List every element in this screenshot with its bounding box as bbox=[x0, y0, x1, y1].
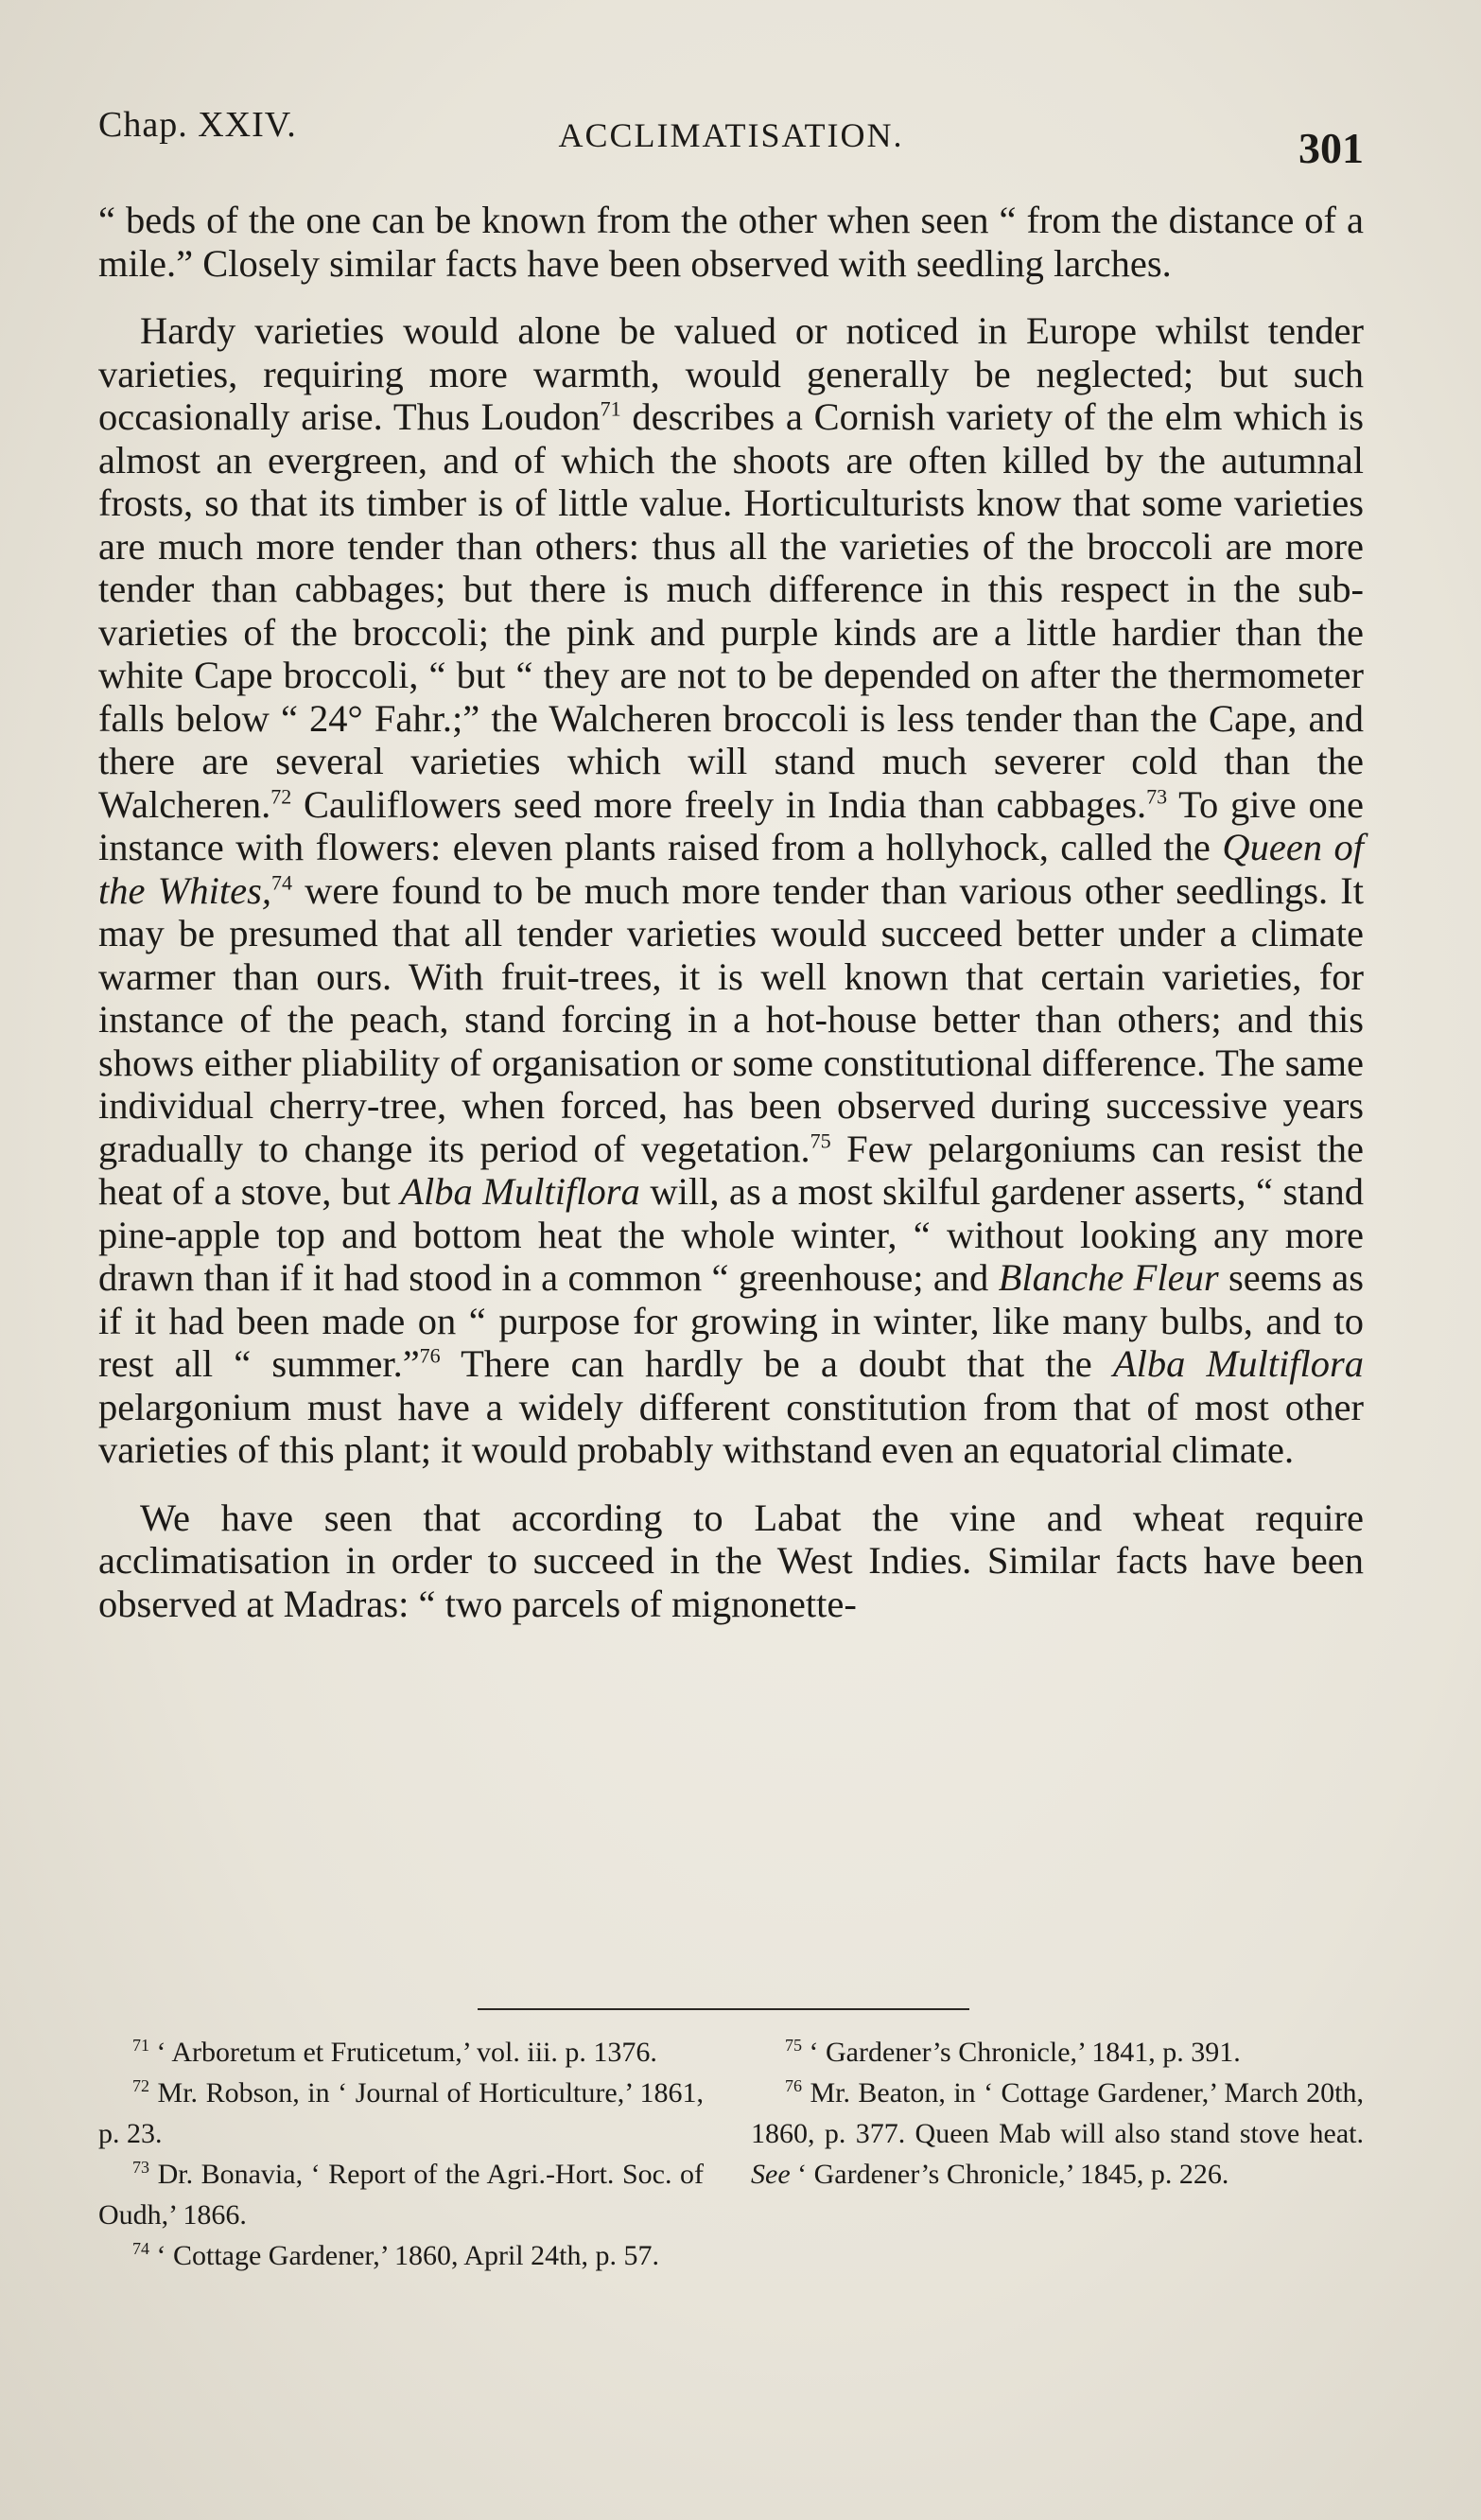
footnote-73: $^{73}$ Dr. Bonavia, ‘ Report of the Agri.-Hort. Soc. of Oudh,’ 1866. bbox=[98, 2158, 705, 2231]
paragraph-hardy-varieties: Hardy varieties would alone be valued or noticed in Europe whilst tender varieties, requiring more warmth, would generally be neglected; but such occasionally arise. Thus Loudon$^{71}$ describes a Cornish variety of the elm which is almost an evergreen, and of which the shoots are often killed by the autumnal frosts, so that its timber is of little value. Horticulturists know that some varieties are much more tender than others: thus all the varieties of the broccoli are more tender than cabbages; but there is much difference in this respect in the sub-varieties of the broccoli; the pink and purple kinds are a little hardier than the white Cape broccoli, “ but “ they are not to be depended on after the thermometer falls below “ 24° Fahr.;” the Walcheren broccoli is less tender than the Cape, and there are several varieties which will stand much severer cold than the Walcheren.$^{72}$ Cauliflowers seed more freely in India than cabbages.$^{73}$ To give one instance with flowers: eleven plants raised from a hollyhock, called the Queen of the Whites,$^{74}$ were found to be much more tender than various other seedlings. It may be presumed that all tender varieties would succeed better under a climate warmer than ours. With fruit-trees, it is well known that certain varieties, for instance of the peach, stand forcing in a hot-house better than others; and this shows either pliability of organisation or some constitutional difference. The same individual cherry-tree, when forced, has been observed during successive years gradually to change its period of vegetation.$^{75}$ Few pelargoniums can resist the heat of a stove, but Alba Multiflora will, as a most skilful gardener asserts, “ stand pine-apple top and bottom heat the whole winter, “ without looking any more drawn than if it had stood in a common “ greenhouse; and Blanche Fleur seems as if it had been made on “ purpose for growing in winter, like many bulbs, and to rest all “ summer.”$^{76}$ There can hardly be a doubt that the Alba Multiflora pelargonium must have a widely different constitution from that of most other varieties of this plant; it would probably withstand even an equatorial climate. bbox=[98, 309, 1365, 1471]
chapter-label: Chap. XXIV. bbox=[98, 105, 297, 145]
body-text bbox=[98, 199, 1364, 1650]
footnotes-left-column bbox=[98, 2032, 704, 2276]
italic-alba-multiflora: Alba Multiflora bbox=[400, 1170, 640, 1213]
footnote-75: $^{75}$ ‘ Gardener’s Chronicle,’ 1841, p. 391. bbox=[785, 2036, 1241, 2068]
page-number: 301 bbox=[1298, 124, 1364, 172]
italic-blanche-fleur: Blanche Fleur bbox=[998, 1256, 1219, 1299]
footnote-74: $^{74}$ ‘ Cottage Gardener,’ 1860, April 24th, p. 57. bbox=[132, 2239, 659, 2271]
paragraph-continuation: “ beds of the one can be known from the other when seen “ from the distance of a mile.” Closely similar facts have been observed with seedling larches. bbox=[98, 199, 1364, 285]
footnote-divider bbox=[478, 2008, 969, 2010]
footnote-72: $^{72}$ Mr. Robson, in ‘ Journal of Horticulture,’ 1861, p. 23. bbox=[98, 2076, 704, 2149]
italic-alba-multiflora-2: Alba Multiflora bbox=[1112, 1342, 1365, 1385]
footnote-71: $^{71}$ ‘ Arboretum et Fruticetum,’ vol. iii. p. 1376. bbox=[132, 2036, 657, 2068]
footnote-ref-73[interactable]: 73 bbox=[1146, 784, 1168, 808]
footnote-ref-71[interactable]: 71 bbox=[600, 396, 621, 421]
running-header bbox=[98, 104, 1364, 170]
footnotes-right-column bbox=[751, 2032, 1364, 2195]
footnote-ref-72[interactable]: 72 bbox=[270, 784, 292, 808]
footnote-ref-75[interactable]: 75 bbox=[810, 1129, 831, 1152]
footnote-ref-74[interactable]: 74 bbox=[271, 870, 292, 894]
footnote-ref-76[interactable]: 76 bbox=[419, 1343, 441, 1368]
italic-queen-of-the-whites: Queen of the Whites, bbox=[98, 826, 1365, 912]
paragraph-labat: We have seen that according to Labat the vine and wheat require acclimatisation in order to succeed in the West Indies. Similar facts have been observed at Madras: “ two parcels of mignonette- bbox=[98, 1496, 1364, 1625]
footnote-76: $^{76}$ Mr. Beaton, in ‘ Cottage Gardener,’ March 20th, 1860, p. 377. Queen Mab will also stand stove heat. See ‘ Gardener’s Chronicle,’ 1845, p. 226. bbox=[751, 2076, 1365, 2190]
running-title: ACCLIMATISATION. bbox=[558, 116, 904, 154]
